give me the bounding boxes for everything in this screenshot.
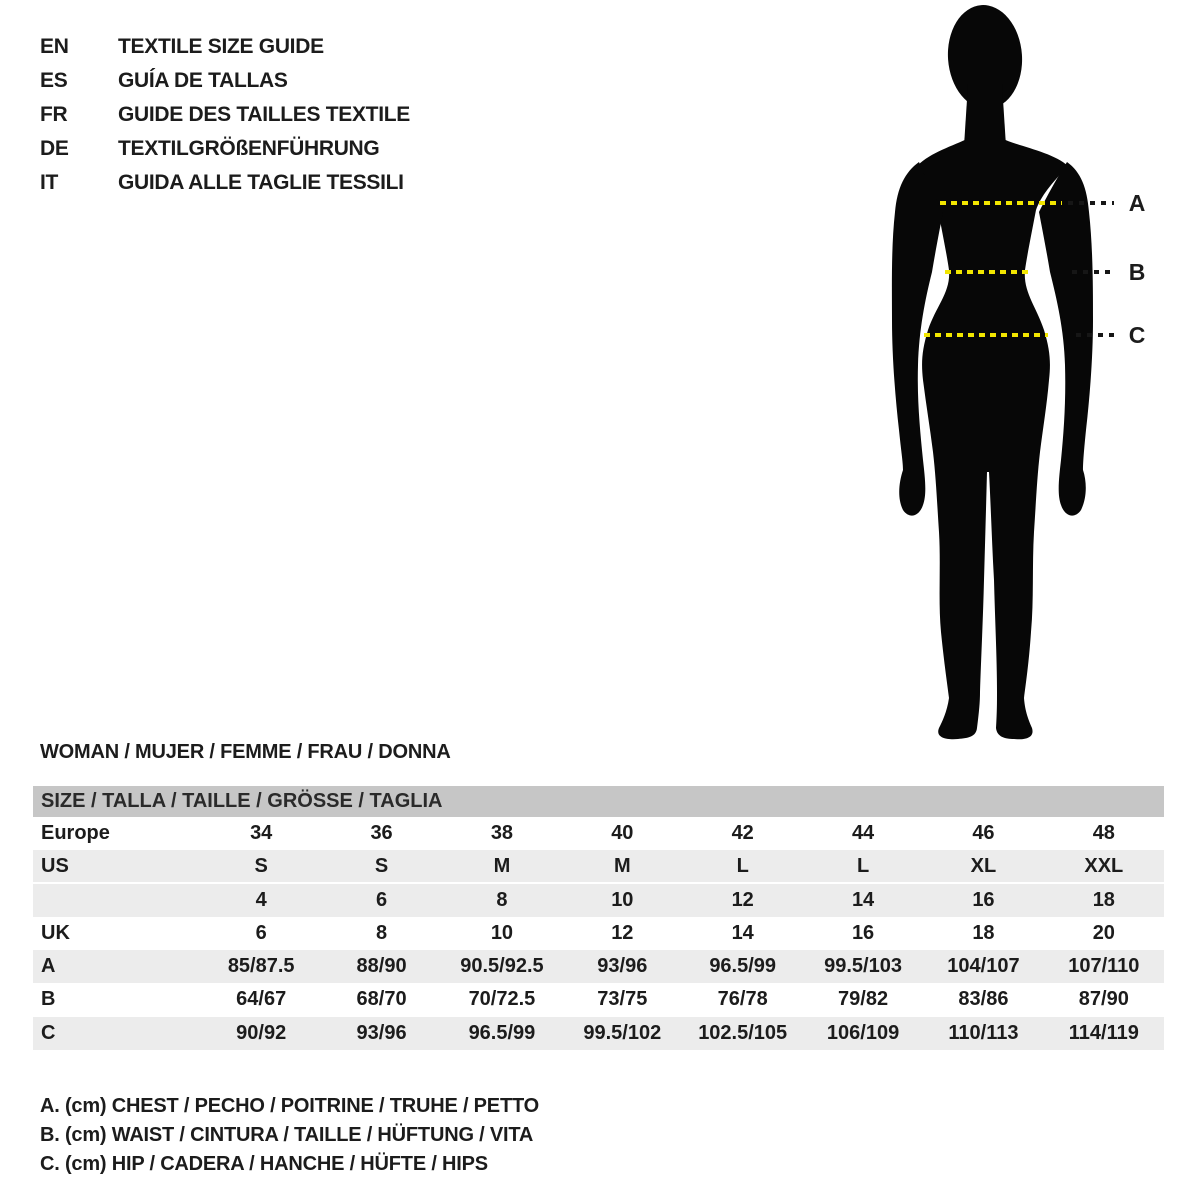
chest-leader-dots — [1068, 201, 1114, 205]
size-cell: 40 — [611, 822, 634, 844]
size-cell: 10 — [490, 921, 514, 944]
size-cell: S — [374, 855, 389, 878]
size-cell: 70/72.5 — [468, 988, 536, 1011]
size-cell: 106/109 — [826, 1021, 900, 1044]
size-cell: 48 — [1092, 822, 1115, 844]
size-cell: 93/96 — [597, 955, 648, 978]
size-cell: 76/78 — [717, 988, 768, 1011]
woman-silhouette-graphic — [835, 0, 1135, 740]
row-label: C — [41, 1021, 56, 1044]
language-code: IT — [40, 171, 59, 194]
language-title: GUÍA DE TALLAS — [118, 69, 288, 92]
table-row-us-numeric — [33, 884, 1164, 917]
size-cell: 20 — [1092, 921, 1115, 944]
table-row-uk — [33, 917, 1164, 950]
size-cell: 14 — [731, 921, 754, 944]
size-cell: 42 — [731, 822, 754, 844]
section-title: WOMAN / MUJER / FEMME / FRAU / DONNA — [40, 741, 451, 763]
size-cell: 16 — [851, 921, 875, 944]
size-cell: 99.5/103 — [824, 955, 902, 978]
silhouette-right-arm — [1039, 162, 1093, 516]
size-cell: 8 — [376, 921, 388, 944]
size-cell: 14 — [851, 888, 875, 911]
size-cell: 99.5/102 — [583, 1021, 662, 1044]
hip-marker-label: C — [1128, 322, 1146, 348]
size-cell: 93/96 — [356, 1021, 407, 1044]
size-cell: 36 — [370, 822, 393, 844]
size-cell: XL — [970, 855, 997, 878]
language-row — [40, 166, 410, 200]
table-header: SIZE / TALLA / TAILLE / GRÖSSE / TAGLIA — [33, 786, 1164, 817]
language-code: FR — [40, 103, 68, 126]
size-cell: 12 — [731, 888, 754, 911]
size-cell: 10 — [611, 888, 634, 911]
chest-measure-line — [940, 201, 1062, 205]
table-row-waist — [33, 983, 1164, 1016]
legend-waist: B. (cm) WAIST / CINTURA / TAILLE / HÜFTUNG / VITA — [40, 1124, 534, 1146]
size-cell: 96.5/99 — [468, 1021, 536, 1044]
size-cell: 90.5/92.5 — [460, 955, 544, 978]
size-cell: 18 — [972, 921, 995, 944]
size-cell: M — [613, 855, 631, 878]
size-cell: 38 — [490, 822, 514, 844]
size-cell: 90/92 — [236, 1021, 287, 1044]
language-code: ES — [40, 69, 68, 92]
language-title: TEXTILE SIZE GUIDE — [118, 35, 324, 58]
row-label: US — [41, 855, 69, 878]
size-cell: 88/90 — [356, 955, 407, 978]
size-cell: 87/90 — [1078, 988, 1129, 1011]
size-cell: 18 — [1092, 888, 1115, 911]
legend-hip: C. (cm) HIP / CADERA / HANCHE / HÜFTE / HIPS — [40, 1153, 488, 1175]
waist-measure-line — [945, 270, 1033, 274]
size-cell: 102.5/105 — [698, 1021, 788, 1044]
hip-leader-dots — [1076, 333, 1114, 337]
row-label: UK — [41, 921, 70, 944]
size-cell: 4 — [255, 888, 267, 911]
size-cell: 34 — [250, 822, 273, 844]
size-cell: 85/87.5 — [227, 955, 295, 978]
row-label: Europe — [41, 822, 110, 844]
language-row — [40, 30, 410, 64]
measurement-legend — [40, 1092, 539, 1179]
size-table — [33, 786, 1164, 1050]
size-cell: 83/86 — [958, 988, 1009, 1011]
chest-marker-label: A — [1128, 190, 1146, 216]
language-row — [40, 64, 410, 98]
size-cell: S — [254, 855, 268, 878]
waist-marker-label: B — [1128, 259, 1146, 285]
table-row-chest — [33, 950, 1164, 983]
size-cell: 107/110 — [1068, 955, 1140, 978]
size-cell: L — [856, 855, 870, 878]
language-code: EN — [40, 35, 69, 58]
size-cell: 73/75 — [597, 988, 648, 1011]
language-row — [40, 98, 410, 132]
size-cell: 16 — [972, 888, 995, 911]
size-cell: 79/82 — [838, 988, 889, 1011]
size-cell: 6 — [376, 888, 388, 911]
table-row-europe — [33, 817, 1164, 850]
silhouette-neck — [964, 84, 1006, 146]
language-title: GUIDA ALLE TAGLIE TESSILI — [118, 171, 404, 194]
table-row-hip — [33, 1017, 1164, 1050]
size-cell: 44 — [851, 822, 875, 844]
size-cell: 114/119 — [1068, 1021, 1139, 1044]
legend-chest: A. (cm) CHEST / PECHO / POITRINE / TRUHE / PETTO — [40, 1095, 539, 1117]
language-title: TEXTILGRÖßENFÜHRUNG — [118, 137, 380, 160]
hip-measure-line — [924, 333, 1048, 337]
size-cell: XXL — [1084, 855, 1124, 878]
size-cell: 64/67 — [236, 988, 287, 1011]
language-code: DE — [40, 137, 69, 160]
size-cell: 8 — [496, 888, 508, 911]
size-cell: M — [493, 855, 511, 878]
size-cell: 12 — [611, 921, 634, 944]
waist-leader-dots — [1072, 270, 1116, 274]
size-cell: 46 — [972, 822, 995, 844]
row-label: A — [41, 955, 56, 978]
language-list — [40, 30, 410, 200]
table-row-us-letter — [33, 850, 1164, 883]
size-cell: 110/113 — [948, 1021, 1019, 1044]
language-title: GUIDE DES TAILLES TEXTILE — [118, 103, 410, 126]
size-cell: 68/70 — [356, 988, 407, 1011]
row-label: B — [41, 988, 56, 1011]
size-cell: 104/107 — [947, 955, 1020, 978]
row-label — [33, 884, 201, 917]
size-cell: 6 — [255, 921, 267, 944]
language-row — [40, 132, 410, 166]
size-cell: L — [736, 855, 749, 878]
size-cell: 96.5/99 — [709, 955, 777, 978]
